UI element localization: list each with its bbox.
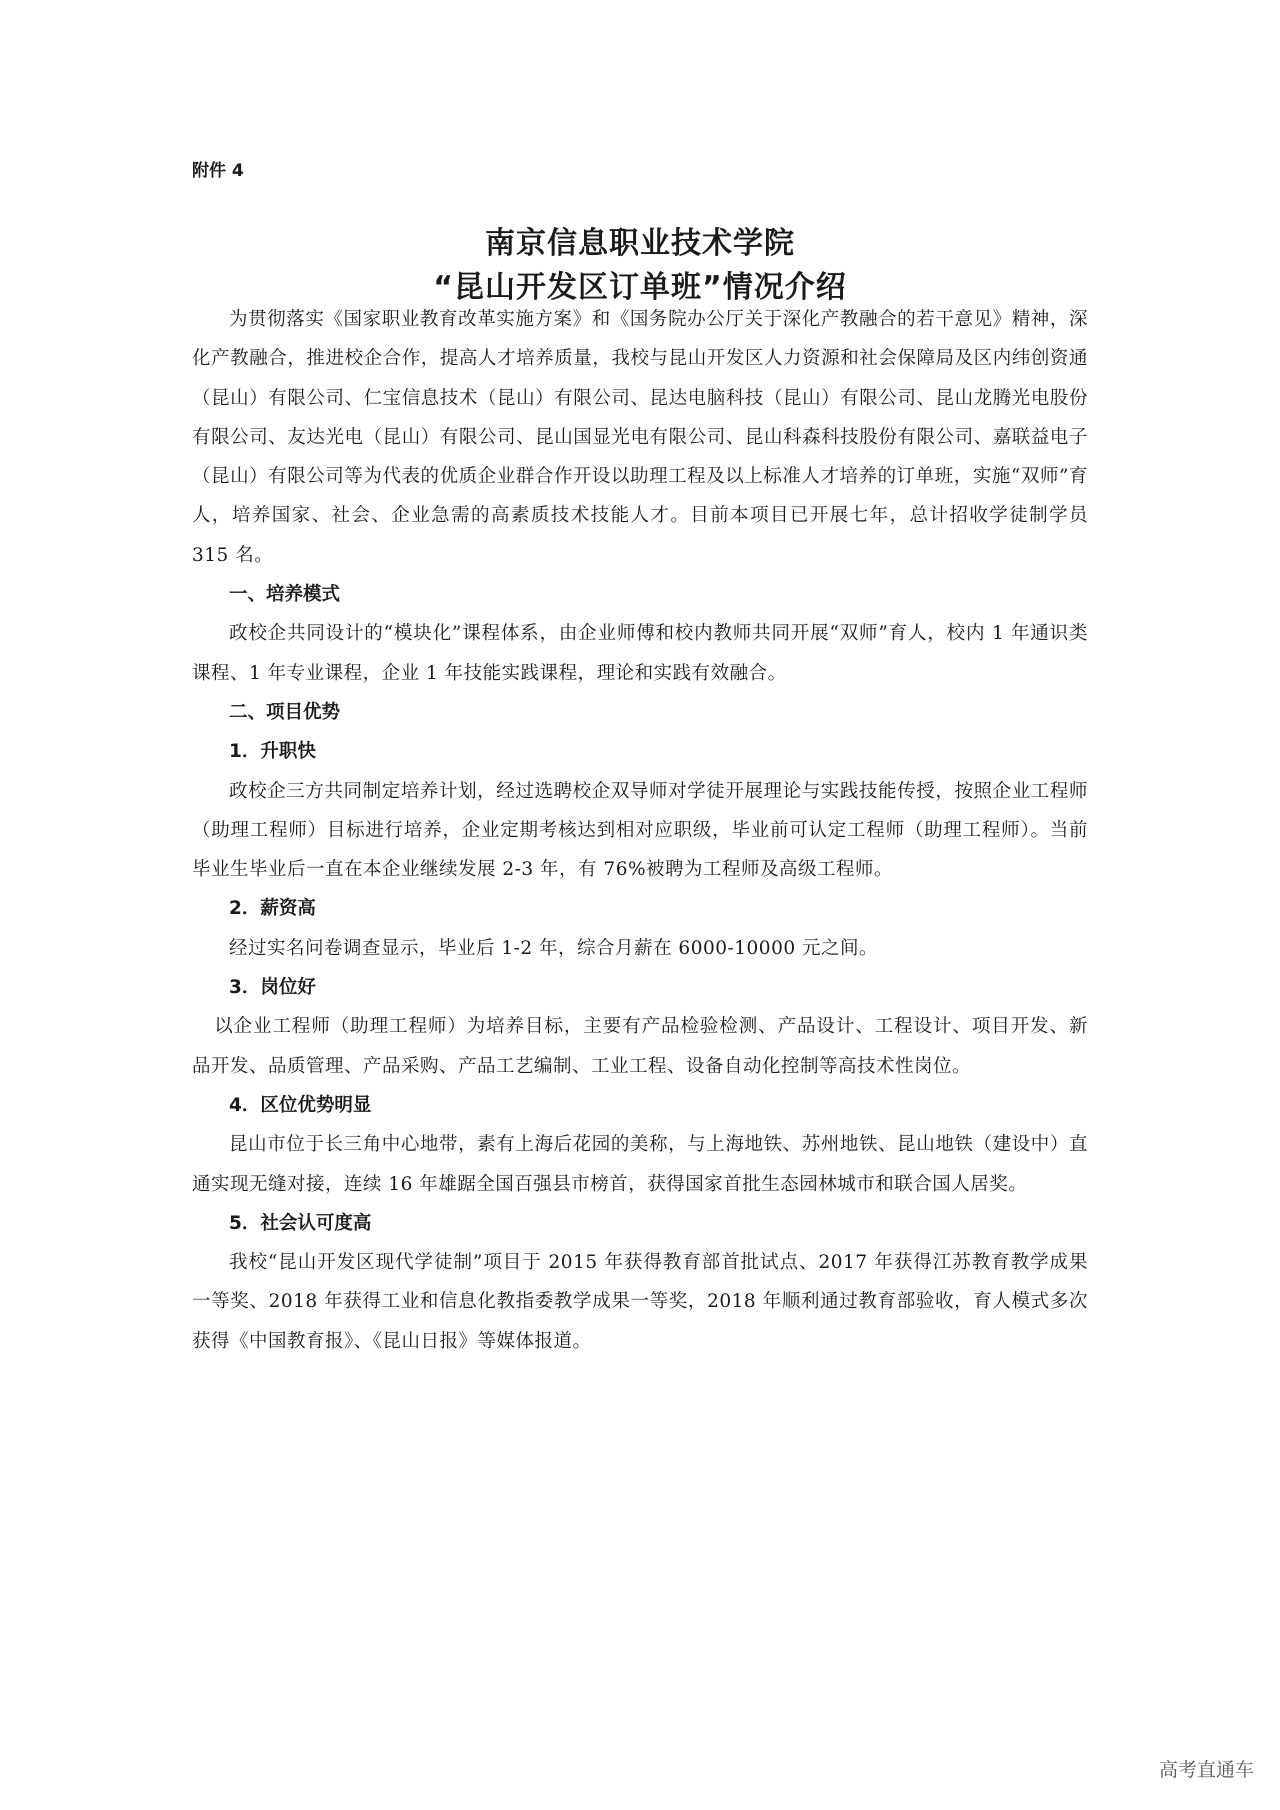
- intro-paragraph: 为贯彻落实《国家职业教育改革实施方案》和《国务院办公厅关于深化产教融合的若干意见》精神，深化产教融合，推进校企合作，提高人才培养质量，我校与昆山开发区人力资源和社会保障局及区内纬创资通（昆山）有限公司、仁宝信息技术（昆山）有限公司、昆达电脑科技（昆山）有限公司、昆山龙腾光电股份有限公司、友达光电（昆山）有限公司、昆山国显光电有限公司、昆山科森科技股份有限公司、嘉联益电子（昆山）有限公司等为代表的优质企业群合作开设以助理工程及以上标准人才培养的订单班，实施“双师”育人，培养国家、社会、企业急需的高素质技术技能人才。目前本项目已开展七年，总计招收学徒制学员 315 名。: [192, 309, 1088, 566]
- item-heading-promotion: 1．升职快: [229, 741, 316, 763]
- recognition-paragraph: 我校“昆山开发区现代学徒制”项目于 2015 年获得教育部首批试点、2017 年获得江苏教育教学成果一等奖、2018 年获得工业和信息化教指委教学成果一等奖，2018 年顺利通过教育部验收，育人模式多次获得《中国教育报》、《昆山日报》等媒体报道。: [192, 1252, 1088, 1352]
- watermark-text: 高考直通车: [1158, 1759, 1254, 1781]
- item-heading-positions: 3．岗位好: [229, 977, 316, 999]
- salary-paragraph: 经过实名问卷调查显示，毕业后 1-2 年，综合月薪在 6000-10000 元之间。: [229, 937, 878, 959]
- item-heading-recognition: 5．社会认可度高: [229, 1212, 372, 1234]
- positions-paragraph: 以企业工程师（助理工程师）为培养目标，主要有产品检验检测、产品设计、工程设计、项目开发、新品开发、品质管理、产品采购、产品工艺编制、工业工程、设备自动化控制等高技术性岗位。: [192, 1016, 1088, 1077]
- document-body: [192, 300, 1088, 1361]
- section-heading-training-mode: 一、培养模式: [229, 584, 341, 606]
- item-heading-salary: 2．薪资高: [229, 898, 316, 920]
- attachment-label: 附件 4: [192, 161, 244, 181]
- item-heading-location: 4．区位优势明显: [229, 1094, 372, 1116]
- training-mode-paragraph: 政校企共同设计的“模块化”课程体系，由企业师傅和校内教师共同开展“双师”育人，校内 1 年通识类课程、1 年专业课程，企业 1 年技能实践课程，理论和实践有效融合。: [192, 623, 1088, 684]
- document-title-line2: “昆山开发区订单班”情况介绍: [433, 270, 847, 305]
- location-paragraph: 昆山市位于长三角中心地带，素有上海后花园的美称，与上海地铁、苏州地铁、昆山地铁（建设中）直通实现无缝对接，连续 16 年雄踞全国百强县市榜首，获得国家首批生态园林城市和联合国人居奖。: [192, 1134, 1088, 1195]
- document-title-line1: 南京信息职业技术学院: [485, 226, 795, 261]
- promotion-paragraph: 政校企三方共同制定培养计划，经过选聘校企双导师对学徒开展理论与实践技能传授，按照企业工程师（助理工程师）目标进行培养，企业定期考核达到相对应职级，毕业前可认定工程师（助理工程师）。当前毕业生毕业后一直在本企业继续发展 2-3 年，有 76%被聘为工程师及高级工程师。: [192, 780, 1088, 881]
- section-heading-advantages: 二、项目优势: [229, 701, 341, 723]
